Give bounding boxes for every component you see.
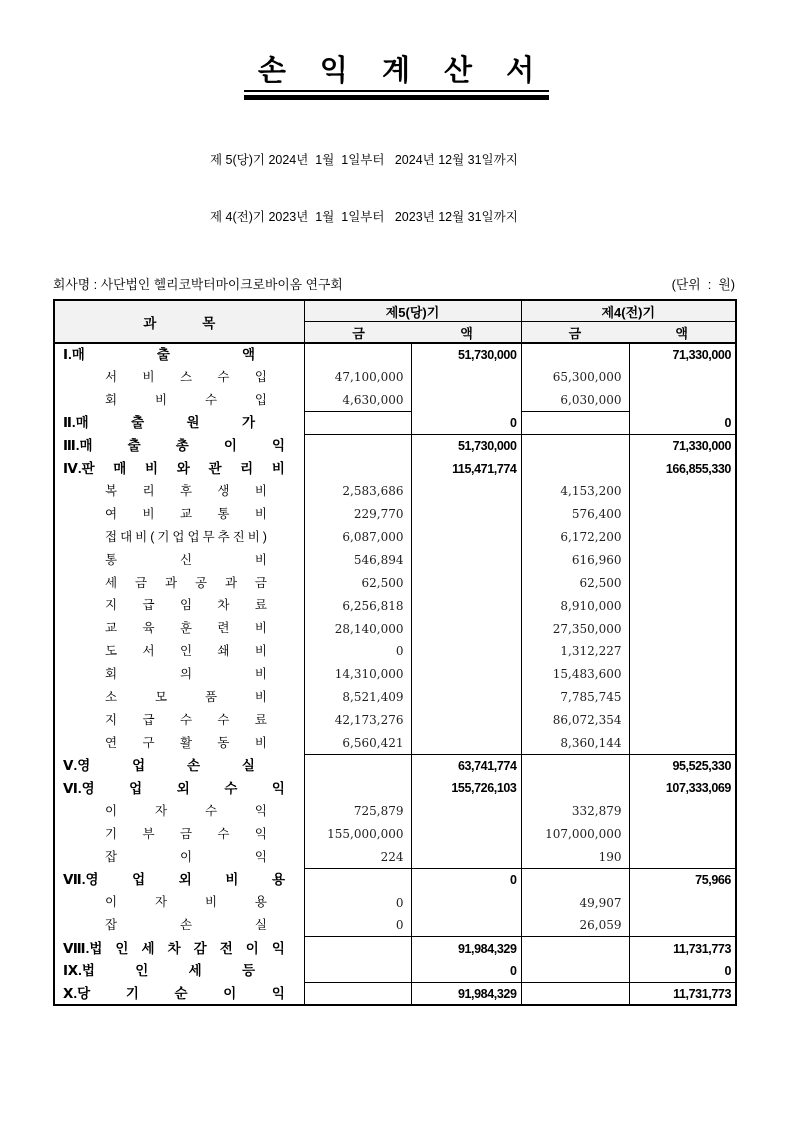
- account-label: 잡 이 익: [105, 849, 267, 864]
- previous-detail-amount-cell: 332,879: [521, 800, 629, 823]
- current-total-amount-cell: 63,741,774: [411, 754, 521, 777]
- current-total-amount-cell: [411, 389, 521, 412]
- current-total-amount-cell: [411, 823, 521, 846]
- previous-period-header: 제4(전)기: [521, 300, 736, 322]
- current-amount-header: 금 액: [304, 322, 521, 344]
- account-cell: [54, 366, 304, 389]
- account-label: Ⅱ.매 출 원 가: [63, 415, 255, 431]
- previous-detail-amount-cell: [521, 754, 629, 777]
- current-detail-amount-cell: 14,310,000: [304, 663, 411, 686]
- account-cell: [54, 823, 304, 846]
- account-cell: [54, 549, 304, 572]
- account-label: Ⅰ.매 출 액: [63, 347, 255, 363]
- account-label: 지 급 임 차 료: [105, 598, 267, 613]
- current-total-amount-cell: [411, 549, 521, 572]
- previous-detail-amount-cell: [521, 937, 629, 960]
- previous-detail-amount-cell: 26,059: [521, 914, 629, 937]
- current-detail-amount-cell: [304, 983, 411, 1006]
- current-total-amount-cell: 51,730,000: [411, 343, 521, 366]
- previous-total-amount-cell: [629, 503, 736, 526]
- current-detail-amount-cell: [304, 457, 411, 480]
- previous-detail-amount-cell: 65,300,000: [521, 366, 629, 389]
- previous-total-amount-cell: [629, 480, 736, 503]
- previous-detail-amount-cell: 62,500: [521, 571, 629, 594]
- current-detail-amount-cell: 6,256,818: [304, 594, 411, 617]
- previous-total-amount-cell: [629, 800, 736, 823]
- current-total-amount-cell: [411, 503, 521, 526]
- previous-detail-amount-cell: [521, 960, 629, 983]
- account-label: Ⅴ.영 업 손 실: [63, 757, 255, 773]
- current-total-amount-cell: [411, 891, 521, 914]
- previous-detail-amount-cell: 8,910,000: [521, 594, 629, 617]
- current-total-amount-cell: [411, 686, 521, 709]
- previous-period-line: 제 4(전)기 2023년 1월 1일부터 2023년 12월 31일까지: [210, 210, 518, 224]
- previous-total-amount-cell: [629, 731, 736, 754]
- previous-total-amount-cell: [629, 594, 736, 617]
- account-cell: [54, 640, 304, 663]
- page-title: 손 익 계 산 서: [244, 48, 549, 92]
- previous-detail-amount-cell: 86,072,354: [521, 709, 629, 732]
- account-label: 이 자 비 용: [105, 895, 267, 910]
- current-detail-amount-cell: 0: [304, 891, 411, 914]
- account-cell: [54, 800, 304, 823]
- account-label: Ⅷ.법 인 세 차 감 전 이 익: [63, 940, 285, 956]
- current-detail-amount-cell: [304, 777, 411, 800]
- previous-detail-amount-cell: [521, 457, 629, 480]
- account-cell: [54, 686, 304, 709]
- table-row: [54, 526, 736, 549]
- previous-detail-amount-cell: 49,907: [521, 891, 629, 914]
- previous-detail-amount-cell: 616,960: [521, 549, 629, 572]
- account-cell: [54, 526, 304, 549]
- account-label: 복 리 후 생 비: [105, 484, 267, 499]
- table-row: [54, 480, 736, 503]
- table-row: [54, 503, 736, 526]
- current-detail-amount-cell: 546,894: [304, 549, 411, 572]
- current-detail-amount-cell: [304, 343, 411, 366]
- table-row: [54, 846, 736, 869]
- current-detail-amount-cell: 42,173,276: [304, 709, 411, 732]
- table-row: [54, 983, 736, 1006]
- account-label: 지 급 수 수 료: [105, 712, 267, 727]
- account-cell: [54, 663, 304, 686]
- income-statement-table: [53, 299, 737, 1006]
- current-period-header: 제5(당)기: [304, 300, 521, 322]
- current-detail-amount-cell: 8,521,409: [304, 686, 411, 709]
- current-total-amount-cell: 51,730,000: [411, 434, 521, 457]
- account-cell: [54, 914, 304, 937]
- table-row: [54, 868, 736, 891]
- previous-detail-amount-cell: [521, 412, 629, 435]
- current-total-amount-cell: 115,471,774: [411, 457, 521, 480]
- previous-detail-amount-cell: 1,312,227: [521, 640, 629, 663]
- account-cell: [54, 480, 304, 503]
- current-detail-amount-cell: 6,560,421: [304, 731, 411, 754]
- account-cell: [54, 846, 304, 869]
- account-cell: [54, 960, 304, 983]
- current-total-amount-cell: [411, 571, 521, 594]
- current-total-amount-cell: [411, 846, 521, 869]
- previous-total-amount-cell: 71,330,000: [672, 439, 731, 454]
- previous-detail-amount-cell: 7,785,745: [521, 686, 629, 709]
- table-row: [54, 891, 736, 914]
- current-total-amount-cell: [411, 914, 521, 937]
- table-row: [54, 412, 736, 435]
- current-detail-amount-cell: 2,583,686: [304, 480, 411, 503]
- account-label: 여 비 교 통 비: [105, 507, 267, 522]
- account-cell: [54, 731, 304, 754]
- previous-detail-amount-cell: [521, 868, 629, 891]
- account-label: Ⅲ.매 출 총 이 익: [63, 438, 285, 454]
- current-detail-amount-cell: 6,087,000: [304, 526, 411, 549]
- previous-total-amount-cell: 0: [629, 960, 736, 983]
- previous-total-amount-cell: [629, 549, 736, 572]
- table-row: [54, 914, 736, 937]
- account-label: 서 비 스 수 입: [105, 370, 267, 385]
- previous-total-amount-cell: 71,330,000: [672, 347, 731, 362]
- previous-total-amount-cell: 95,525,330: [672, 758, 731, 773]
- account-cell: [54, 571, 304, 594]
- previous-detail-amount-cell: 4,153,200: [521, 480, 629, 503]
- account-label: 잡 손 실: [105, 918, 267, 933]
- account-label: 회 비 수 입: [105, 392, 267, 407]
- account-cell: [54, 777, 304, 800]
- current-detail-amount-cell: [304, 412, 411, 435]
- account-label: 교 육 훈 련 비: [105, 621, 267, 636]
- account-label: 소 모 품 비: [105, 689, 267, 704]
- current-detail-amount-cell: 224: [304, 846, 411, 869]
- previous-total-amount-cell: [629, 617, 736, 640]
- previous-total-amount-cell: 107,333,069: [665, 781, 731, 796]
- account-label: Ⅶ.영 업 외 비 용: [63, 872, 285, 888]
- current-total-amount-cell: [411, 640, 521, 663]
- table-row: [54, 731, 736, 754]
- current-total-amount-cell: [411, 709, 521, 732]
- account-label: 접 대 비 ( 기 업 업 무 추 진 비 ): [105, 529, 267, 544]
- current-detail-amount-cell: [304, 937, 411, 960]
- period-lines: [210, 113, 793, 265]
- previous-total-amount-cell: 11,731,773: [673, 986, 731, 1001]
- account-cell: [54, 754, 304, 777]
- current-total-amount-cell: 0: [411, 868, 521, 891]
- previous-detail-amount-cell: 6,030,000: [521, 389, 629, 412]
- current-detail-amount-cell: [304, 868, 411, 891]
- account-cell: [54, 891, 304, 914]
- account-cell: [54, 617, 304, 640]
- previous-total-amount-cell: [629, 389, 736, 412]
- company-row: [53, 274, 735, 293]
- current-detail-amount-cell: 0: [304, 640, 411, 663]
- current-detail-amount-cell: 155,000,000: [304, 823, 411, 846]
- previous-total-amount-cell: [629, 366, 736, 389]
- title-underline: [244, 48, 549, 100]
- previous-total-amount-cell: [629, 914, 736, 937]
- table-row: [54, 960, 736, 983]
- account-label: 연 구 활 동 비: [105, 735, 267, 750]
- current-total-amount-cell: 155,726,103: [411, 777, 521, 800]
- account-label: Ⅹ.당 기 순 이 익: [63, 985, 285, 1001]
- table-row: [54, 937, 736, 960]
- previous-total-amount-cell: 0: [629, 412, 736, 435]
- table-row: [54, 709, 736, 732]
- account-cell: [54, 434, 304, 457]
- account-cell: [54, 412, 304, 435]
- previous-total-amount-cell: [629, 663, 736, 686]
- account-cell: [54, 868, 304, 891]
- account-cell: [54, 457, 304, 480]
- current-detail-amount-cell: [304, 434, 411, 457]
- table-row: [54, 594, 736, 617]
- table-row: [54, 457, 736, 480]
- previous-total-amount-cell: [629, 526, 736, 549]
- previous-detail-amount-cell: [521, 343, 629, 366]
- account-label: Ⅵ.영 업 외 수 익: [63, 780, 285, 796]
- title-block: [0, 0, 793, 100]
- current-detail-amount-cell: 28,140,000: [304, 617, 411, 640]
- previous-detail-amount-cell: 8,360,144: [521, 731, 629, 754]
- table-row: [54, 617, 736, 640]
- current-detail-amount-cell: 229,770: [304, 503, 411, 526]
- account-label: 도 서 인 쇄 비: [105, 644, 267, 659]
- current-total-amount-cell: [411, 731, 521, 754]
- account-label: Ⅸ.법 인 세 등: [63, 963, 255, 979]
- current-total-amount-cell: [411, 366, 521, 389]
- company-name: 회사명 : 사단법인 헬리코박터마이크로바이옴 연구회: [53, 277, 343, 292]
- account-cell: [54, 937, 304, 960]
- current-detail-amount-cell: 725,879: [304, 800, 411, 823]
- account-column-header: 과 목: [54, 300, 304, 343]
- account-label: 통 신 비: [105, 552, 267, 567]
- previous-total-amount-cell: [629, 846, 736, 869]
- current-total-amount-cell: 91,984,329: [411, 937, 521, 960]
- current-detail-amount-cell: 4,630,000: [304, 389, 411, 412]
- current-detail-amount-cell: 0: [304, 914, 411, 937]
- table-row: [54, 800, 736, 823]
- account-label: Ⅳ.판 매 비 와 관 리 비: [63, 460, 285, 476]
- previous-total-amount-cell: [629, 709, 736, 732]
- table-row: [54, 571, 736, 594]
- account-cell: [54, 709, 304, 732]
- previous-total-amount-cell: [629, 823, 736, 846]
- previous-detail-amount-cell: 576,400: [521, 503, 629, 526]
- previous-detail-amount-cell: 27,350,000: [521, 617, 629, 640]
- account-cell: [54, 983, 304, 1006]
- previous-detail-amount-cell: 190: [521, 846, 629, 869]
- current-total-amount-cell: 0: [411, 960, 521, 983]
- table-row: [54, 823, 736, 846]
- previous-detail-amount-cell: [521, 777, 629, 800]
- current-detail-amount-cell: [304, 960, 411, 983]
- account-cell: [54, 594, 304, 617]
- table-row: [54, 640, 736, 663]
- current-total-amount-cell: [411, 800, 521, 823]
- previous-total-amount-cell: [629, 640, 736, 663]
- table-row: [54, 366, 736, 389]
- current-total-amount-cell: [411, 480, 521, 503]
- account-label: 이 자 수 익: [105, 804, 267, 819]
- previous-total-amount-cell: [629, 571, 736, 594]
- current-total-amount-cell: 91,984,329: [411, 983, 521, 1006]
- previous-total-amount-cell: [629, 891, 736, 914]
- table-row: [54, 686, 736, 709]
- current-period-line: 제 5(당)기 2024년 1월 1일부터 2024년 12월 31일까지: [210, 153, 518, 167]
- previous-total-amount-cell: 166,855,330: [665, 461, 731, 476]
- account-cell: [54, 343, 304, 366]
- current-detail-amount-cell: 47,100,000: [304, 366, 411, 389]
- account-label: 회 의 비: [105, 666, 267, 681]
- table-row: [54, 434, 736, 457]
- previous-total-amount-cell: 11,731,773: [673, 941, 731, 956]
- account-cell: [54, 503, 304, 526]
- table-row: [54, 663, 736, 686]
- account-label: 기 부 금 수 익: [105, 826, 267, 841]
- previous-amount-header: 금 액: [521, 322, 736, 344]
- previous-detail-amount-cell: [521, 434, 629, 457]
- table-row: [54, 777, 736, 800]
- previous-detail-amount-cell: [521, 983, 629, 1006]
- previous-detail-amount-cell: 6,172,200: [521, 526, 629, 549]
- table-row: [54, 343, 736, 366]
- current-detail-amount-cell: 62,500: [304, 571, 411, 594]
- table-row: [54, 754, 736, 777]
- previous-total-amount-cell: [629, 686, 736, 709]
- current-total-amount-cell: [411, 594, 521, 617]
- current-total-amount-cell: [411, 663, 521, 686]
- table-row: [54, 549, 736, 572]
- table-row: [54, 389, 736, 412]
- current-total-amount-cell: [411, 617, 521, 640]
- current-total-amount-cell: [411, 526, 521, 549]
- unit-label: (단위 : 원): [671, 277, 735, 292]
- previous-detail-amount-cell: 107,000,000: [521, 823, 629, 846]
- previous-total-amount-cell: 75,966: [695, 873, 731, 888]
- previous-detail-amount-cell: 15,483,600: [521, 663, 629, 686]
- current-detail-amount-cell: [304, 754, 411, 777]
- account-cell: [54, 389, 304, 412]
- account-label: 세 금 과 공 과 금: [105, 575, 267, 590]
- current-total-amount-cell: 0: [411, 412, 521, 435]
